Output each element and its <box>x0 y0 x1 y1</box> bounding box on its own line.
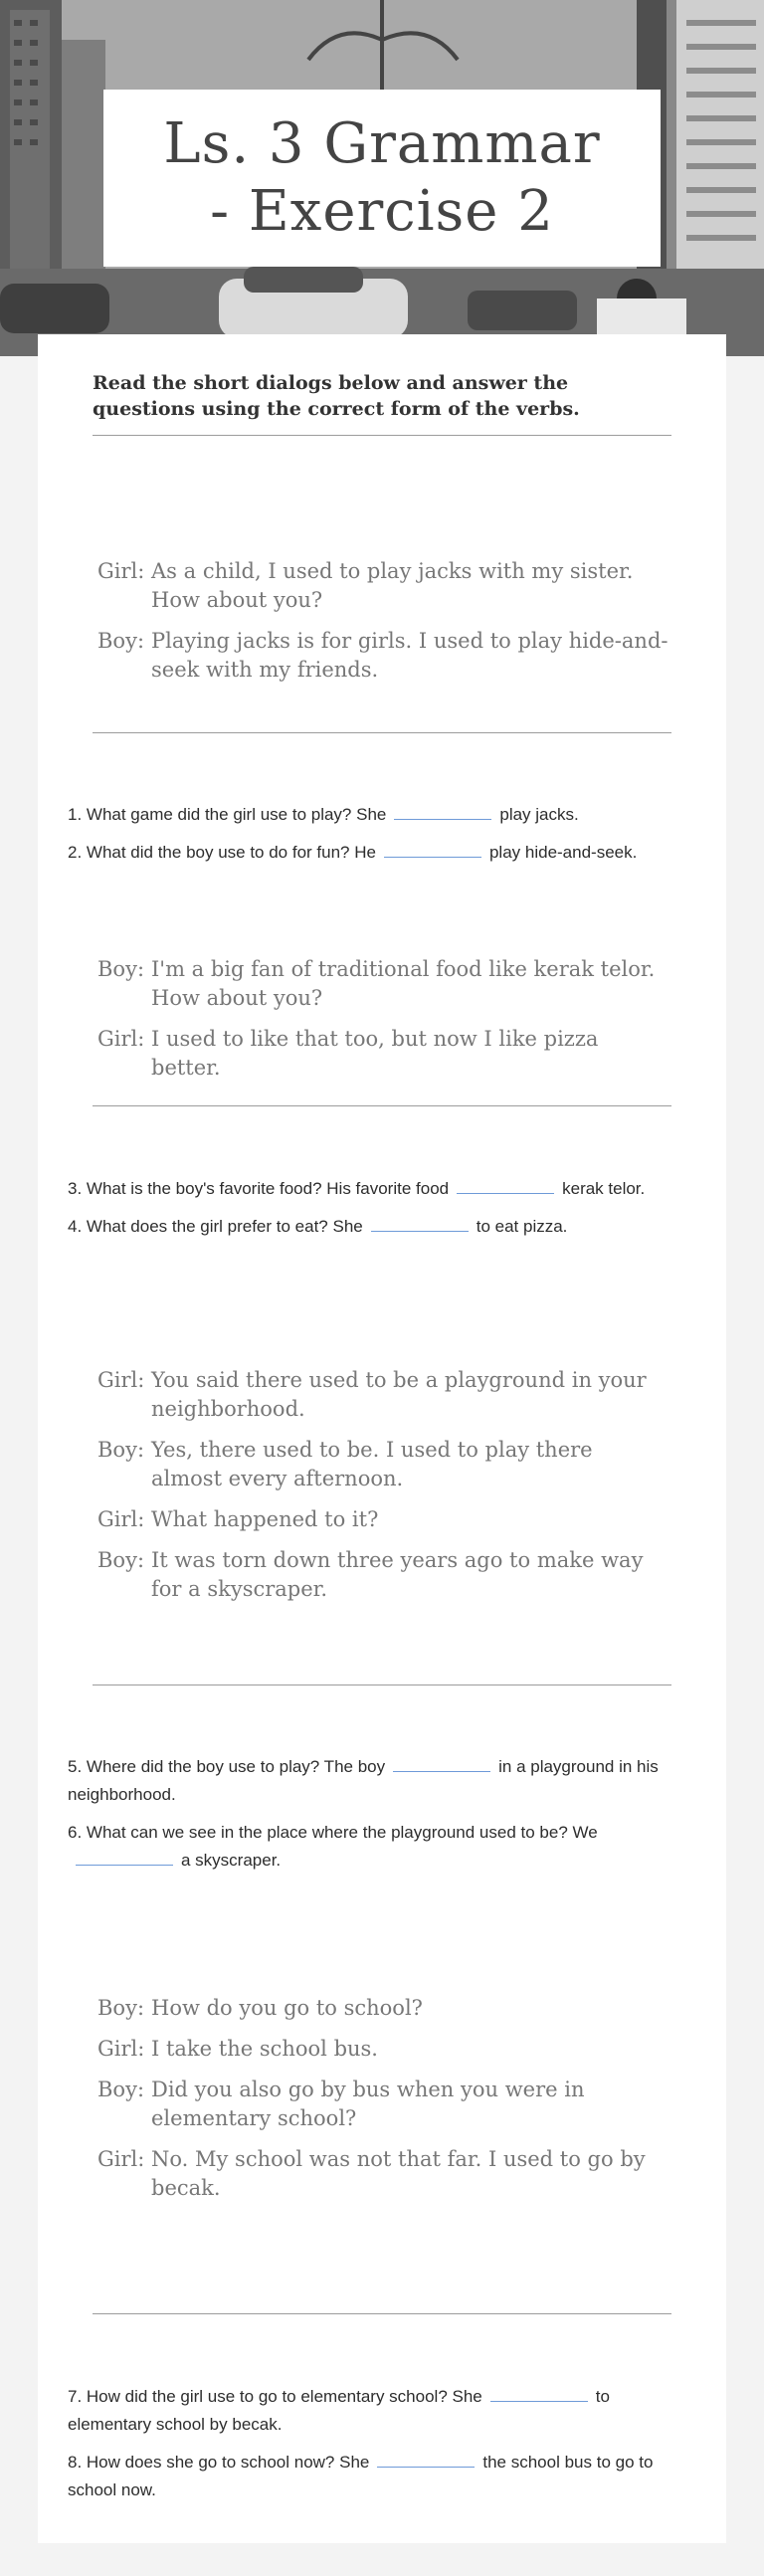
divider <box>93 1105 671 1106</box>
speech-text: It was torn down three years ago to make way for a skyscraper. <box>151 1548 644 1601</box>
question-text-after: a skyscraper. <box>181 1851 282 1870</box>
speech-text: You said there used to be a playground in your neighborhood. <box>151 1368 647 1421</box>
dialog-line <box>97 557 674 615</box>
question-4 <box>68 1213 696 1241</box>
question-text: 7. How did the girl use to go to elementary school? She <box>68 2387 482 2406</box>
question-group-4 <box>68 2383 696 2514</box>
answer-blank[interactable] <box>384 839 481 858</box>
question-group-2 <box>68 1175 696 1251</box>
question-5 <box>68 1753 696 1809</box>
question-group-3 <box>68 1753 696 1884</box>
question-text-after: in a playground in his neighborhood. <box>68 1757 659 1804</box>
dialog-line <box>97 2145 674 2203</box>
question-text-after: to elementary school by becak. <box>68 2387 610 2434</box>
question-text-after: kerak telor. <box>562 1179 646 1198</box>
dialog-4 <box>97 1994 674 2215</box>
dialog-line <box>97 1366 674 1424</box>
dialog-line <box>97 955 674 1013</box>
question-7 <box>68 2383 696 2439</box>
dialog-line <box>97 1994 674 2023</box>
speaker-label: Boy: <box>97 1438 145 1462</box>
answer-blank[interactable] <box>490 2383 588 2402</box>
speaker-label: Boy: <box>97 1996 145 2020</box>
dialog-line <box>97 627 674 685</box>
question-1 <box>68 801 696 829</box>
dialog-2 <box>97 955 674 1094</box>
answer-blank[interactable] <box>393 1753 490 1772</box>
divider <box>93 2313 671 2314</box>
instructions-text: Read the short dialogs below and answer the questions using the correct form of the verbs. <box>93 372 580 420</box>
question-text-after: to eat pizza. <box>476 1217 568 1236</box>
question-text: 3. What is the boy's favorite food? His favorite food <box>68 1179 450 1198</box>
question-text: 1. What game did the girl use to play? She <box>68 805 387 824</box>
question-text: 4. What does the girl prefer to eat? She <box>68 1217 363 1236</box>
dialog-1 <box>97 557 674 696</box>
question-group-1 <box>68 801 696 877</box>
speaker-label: Girl: <box>97 2037 145 2061</box>
question-text: 8. How does she go to school now? She <box>68 2453 370 2472</box>
question-3 <box>68 1175 696 1203</box>
answer-blank[interactable] <box>371 1213 469 1232</box>
answer-blank[interactable] <box>377 2449 475 2468</box>
divider <box>93 1684 671 1685</box>
dialog-line <box>97 1505 674 1534</box>
dialog-line <box>97 2076 674 2133</box>
speech-text: Playing jacks is for girls. I used to play hide-and-seek with my friends. <box>151 629 668 682</box>
dialog-line <box>97 1025 674 1083</box>
divider <box>93 435 671 436</box>
dialog-line <box>97 2035 674 2064</box>
title-card <box>103 90 661 267</box>
header-photo <box>0 0 764 356</box>
speaker-label: Girl: <box>97 559 145 583</box>
speaker-label: Boy: <box>97 1548 145 1572</box>
speech-text: Yes, there used to be. I used to play there almost every afternoon. <box>151 1438 593 1490</box>
speech-text: As a child, I used to play jacks with my sister. How about you? <box>151 559 634 612</box>
question-text: 5. Where did the boy use to play? The boy <box>68 1757 386 1776</box>
question-2 <box>68 839 696 867</box>
speaker-label: Boy: <box>97 957 145 981</box>
speech-text: I used to like that too, but now I like pizza better. <box>151 1027 599 1080</box>
dialog-line <box>97 1546 674 1604</box>
question-text-after: the school bus to go to school now. <box>68 2453 654 2499</box>
question-6 <box>68 1819 696 1875</box>
question-text-after: play hide-and-seek. <box>488 843 638 862</box>
question-text-after: play jacks. <box>499 805 579 824</box>
speech-text: What happened to it? <box>151 1507 379 1531</box>
dialog-line <box>97 1436 674 1493</box>
question-text: 6. What can we see in the place where the playground used to be? We <box>68 1823 598 1842</box>
page-title: Ls. 3 Grammar - Exercise 2 <box>163 111 601 244</box>
speaker-label: Girl: <box>97 1507 145 1531</box>
divider <box>93 732 671 733</box>
speech-text: Did you also go by bus when you were in elementary school? <box>151 2078 585 2130</box>
speaker-label: Girl: <box>97 1368 145 1392</box>
question-8 <box>68 2449 696 2504</box>
speaker-label: Girl: <box>97 1027 145 1051</box>
answer-blank[interactable] <box>76 1847 173 1866</box>
dialog-3 <box>97 1366 674 1616</box>
speaker-label: Girl: <box>97 2147 145 2171</box>
speech-text: How do you go to school? <box>151 1996 423 2020</box>
speech-text: I take the school bus. <box>151 2037 378 2061</box>
speech-text: I'm a big fan of traditional food like kerak telor. How about you? <box>151 957 656 1010</box>
speaker-label: Boy: <box>97 2078 145 2101</box>
answer-blank[interactable] <box>394 801 491 820</box>
speaker-label: Boy: <box>97 629 145 653</box>
answer-blank[interactable] <box>457 1175 554 1194</box>
speech-text: No. My school was not that far. I used to go by becak. <box>151 2147 646 2200</box>
question-text: 2. What did the boy use to do for fun? He <box>68 843 376 862</box>
